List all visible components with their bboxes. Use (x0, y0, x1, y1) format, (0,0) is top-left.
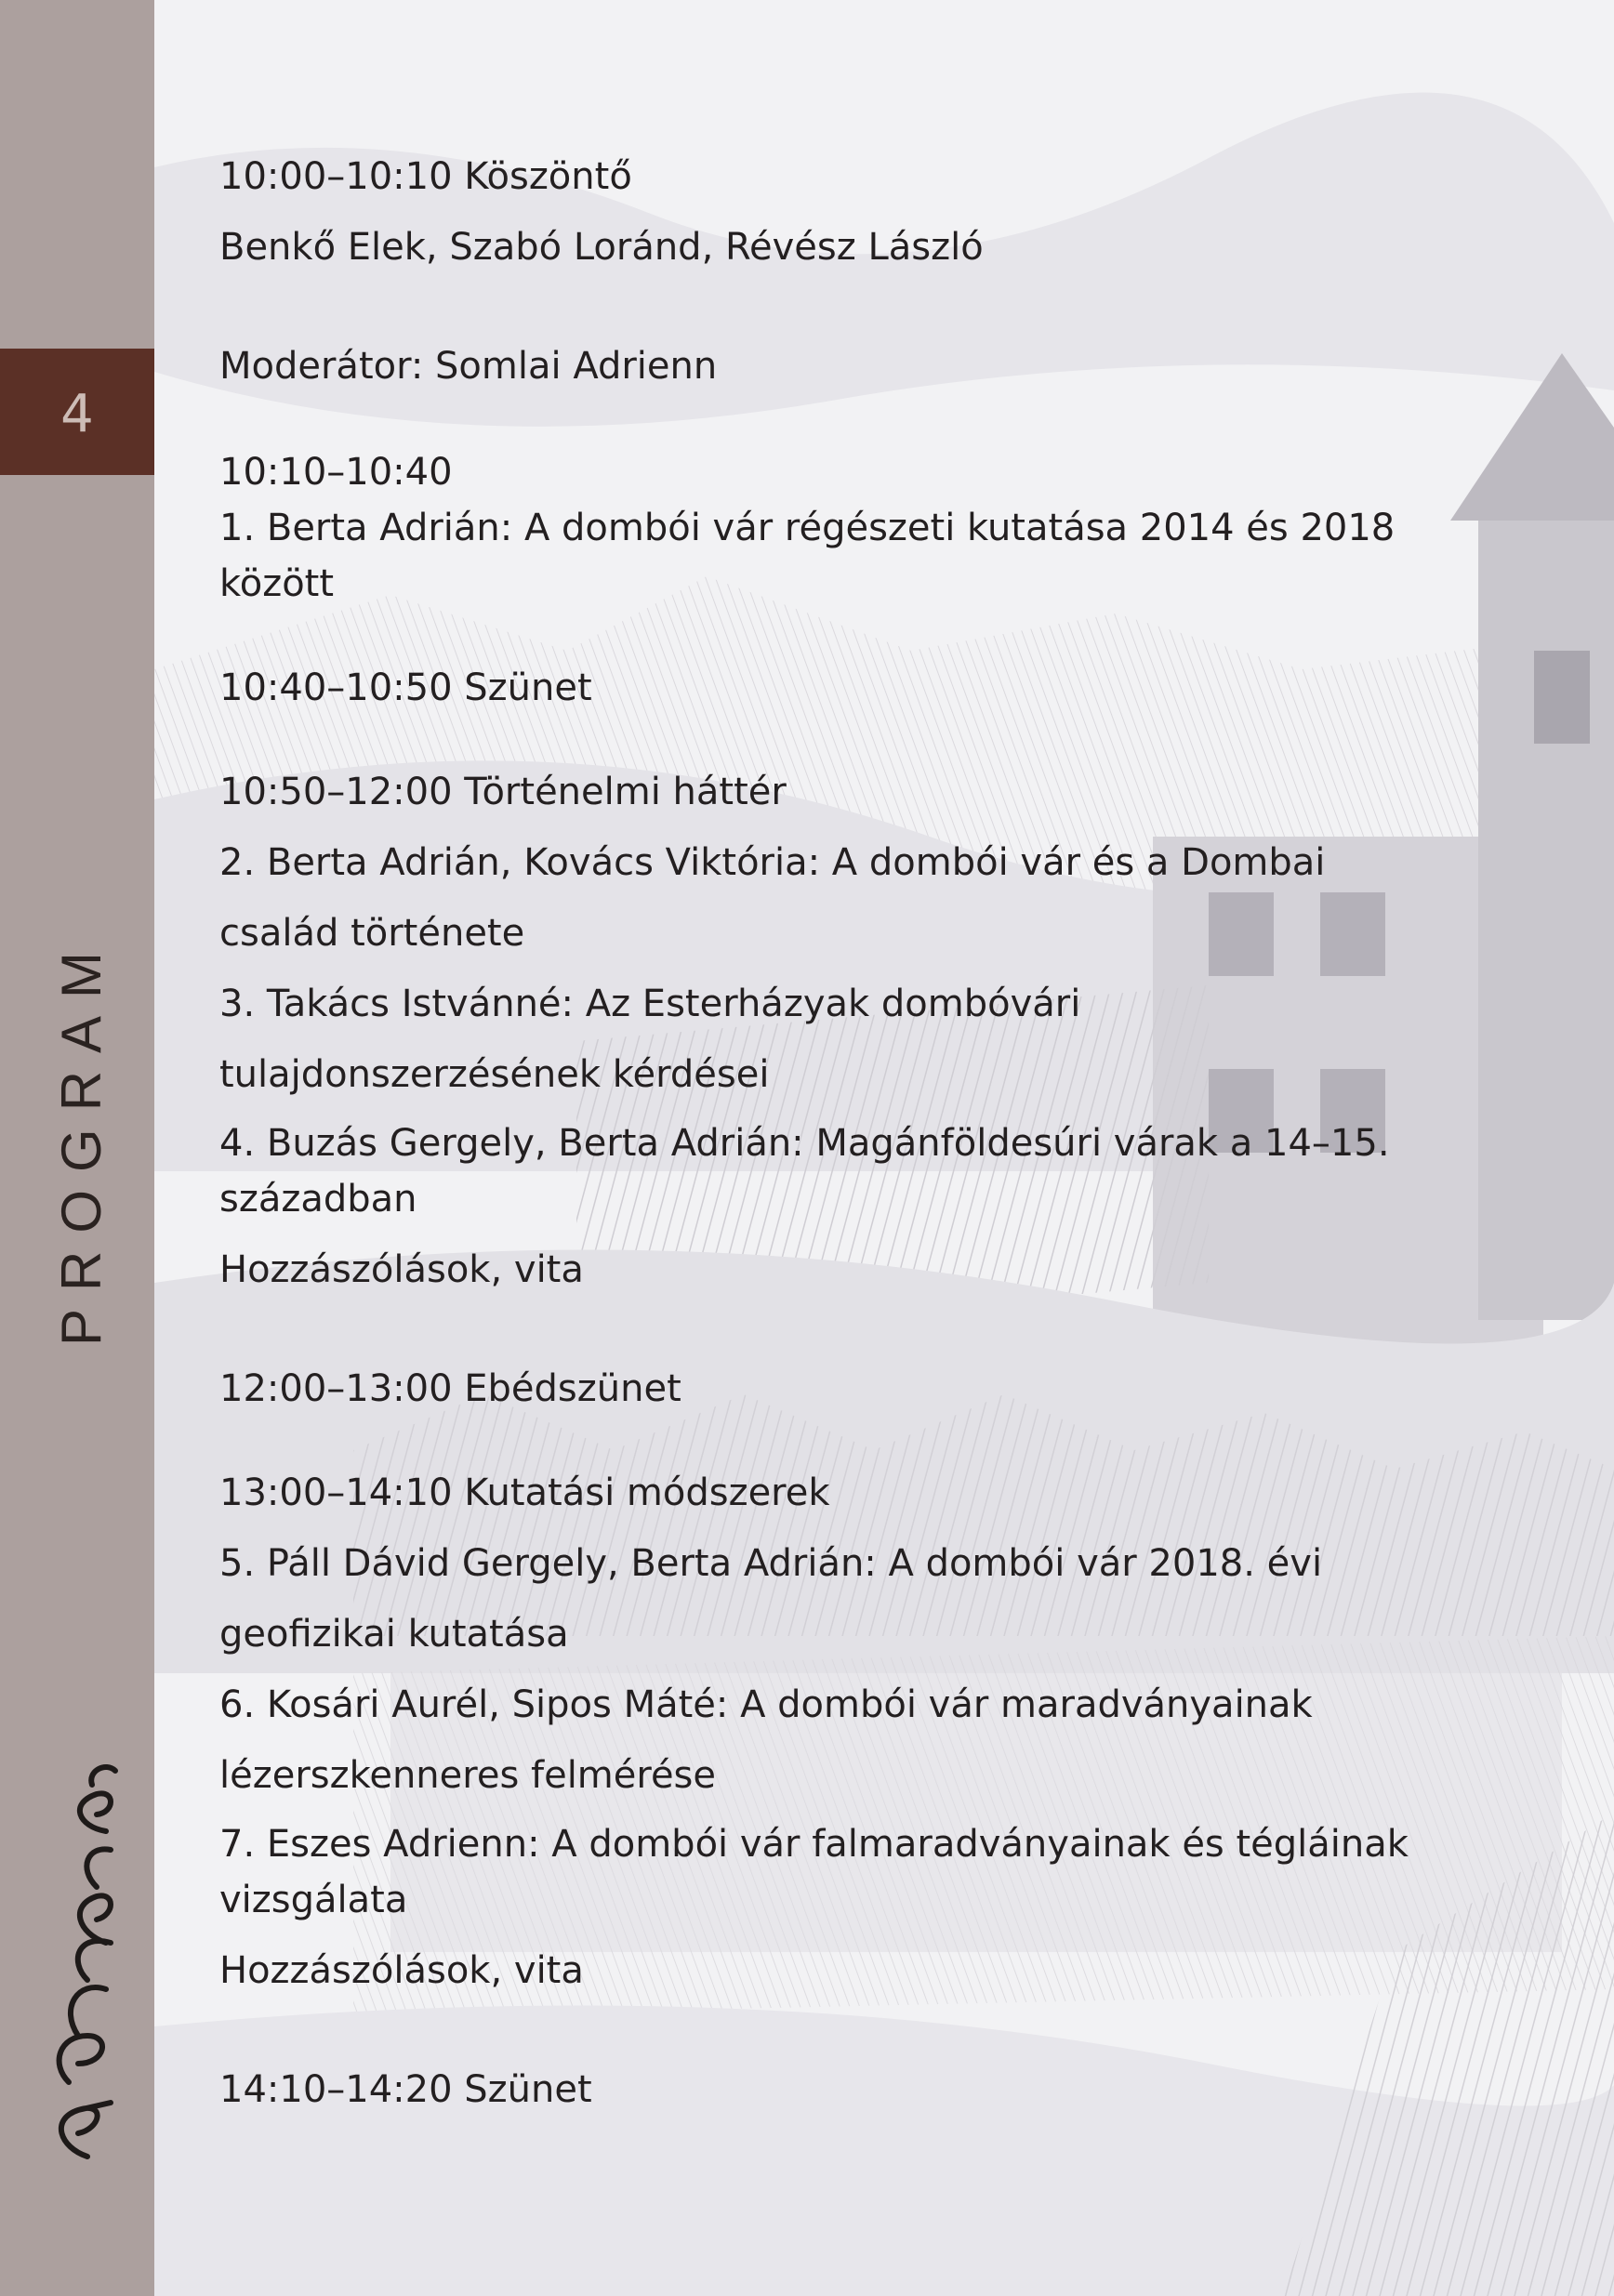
talk5-title-line1: 5. Páll Dávid Gergely, Berta Adrián: A dombói vár 2018. évi (219, 1542, 1323, 1585)
break1: 10:40–10:50 Szünet (219, 666, 592, 709)
talk4-title-line1: 4. Buzás Gergely, Berta Adrián: Magánföldesúri várak a 14–15. (219, 1122, 1390, 1165)
talk3-title-line2: tulajdonszerzésének kérdései (219, 1053, 770, 1096)
opening-time: 10:00–10:10 Köszöntő (219, 155, 632, 198)
session1-title: 10:50–12:00 Történelmi háttér (219, 771, 787, 813)
talk1-title-line2: között (219, 562, 335, 605)
lunch-break: 12:00–13:00 Ebédszünet (219, 1367, 681, 1410)
break2: 14:10–14:20 Szünet (219, 2068, 592, 2111)
talk2-title-line2: család története (219, 912, 525, 955)
talk6-title-line2: lézerszkenneres felmérése (219, 1754, 717, 1797)
section-label-text: PROGRAM (50, 933, 112, 1346)
talk7-title-line1: 7. Eszes Adrienn: A dombói vár falmaradványainak és tégláinak (219, 1823, 1409, 1866)
talk1-time: 10:10–10:40 (219, 451, 453, 494)
talk5-title-line2: geofizikai kutatása (219, 1613, 569, 1656)
talk6-title-line1: 6. Kosári Aurél, Sipos Máté: A dombói vár maradványainak (219, 1683, 1313, 1726)
session2-title: 13:00–14:10 Kutatási módszerek (219, 1471, 830, 1514)
talk4-title-line2: században (219, 1178, 417, 1221)
discussion2: Hozzászólások, vita (219, 1949, 584, 1992)
discussion1: Hozzászólások, vita (219, 1248, 584, 1291)
talk3-title-line1: 3. Takács Istvánné: Az Esterházyak dombóvári (219, 983, 1081, 1025)
opening-speakers: Benkő Elek, Szabó Loránd, Révész László (219, 226, 984, 269)
talk7-title-line2: vizsgálata (219, 1879, 408, 1921)
talk2-title-line1: 2. Berta Adrián, Kovács Viktória: A dombói vár és a Dombai (219, 841, 1326, 884)
page-number: 4 (60, 384, 94, 444)
talk1-title-line1: 1. Berta Adrián: A dombói vár régészeti kutatása 2014 és 2018 (219, 507, 1396, 549)
moderator: Moderátor: Somlai Adrienn (219, 345, 718, 388)
